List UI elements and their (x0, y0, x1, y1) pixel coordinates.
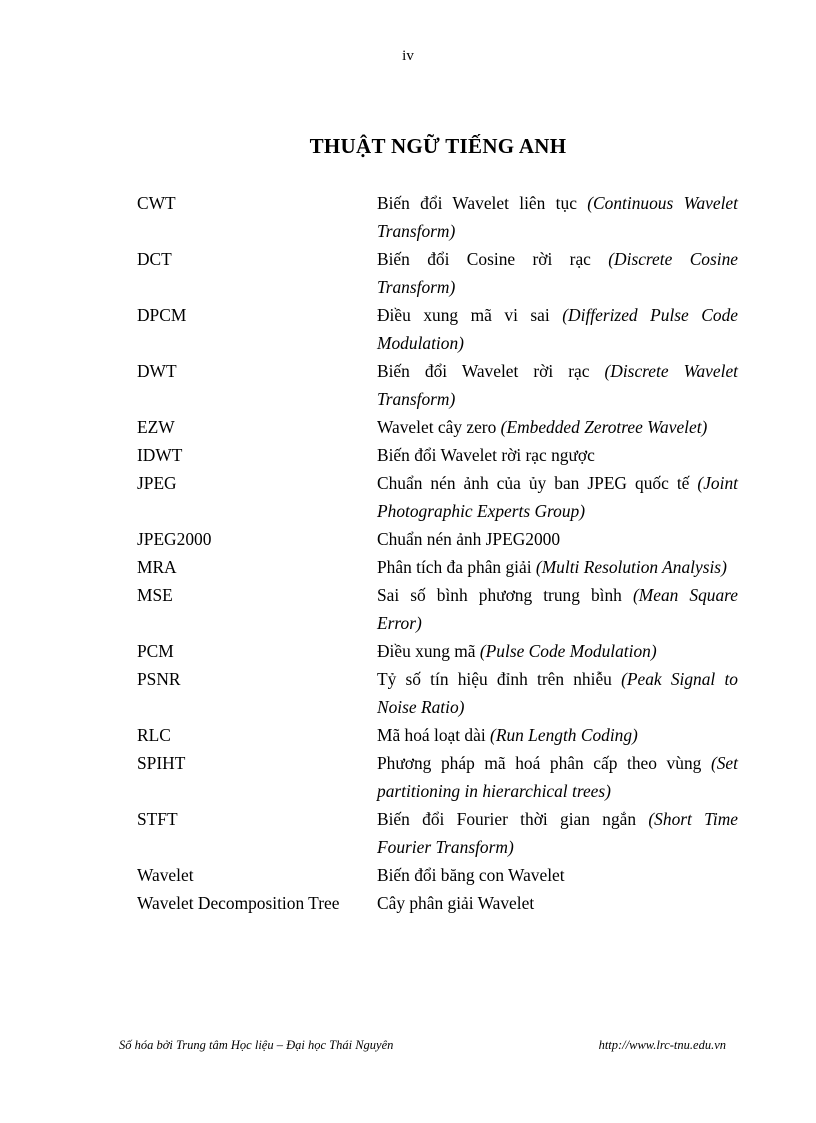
definition-en: (Peak Signal to Noise Ratio) (377, 669, 738, 717)
glossary-term: EZW (137, 417, 175, 437)
glossary-row (137, 749, 738, 805)
definition-en: (Run Length Coding) (490, 725, 638, 745)
glossary-definition (377, 357, 738, 413)
glossary-term: STFT (137, 809, 178, 829)
definition-vi: Biến đổi Wavelet rời rạc ngược (377, 445, 595, 465)
definition-en: (Joint Photographic Experts Group) (377, 473, 738, 521)
glossary-definition (377, 665, 738, 721)
glossary-definition (377, 637, 738, 665)
glossary-row (137, 581, 738, 637)
glossary-definition (377, 189, 738, 245)
glossary-definition (377, 553, 738, 581)
definition-vi: Cây phân giải Wavelet (377, 893, 535, 913)
definition-vi: Phân tích đa phân giải (377, 557, 532, 577)
glossary-term: JPEG2000 (137, 529, 212, 549)
glossary-row (137, 441, 738, 469)
glossary-term: DPCM (137, 305, 187, 325)
definition-en: (Discrete Cosine Transform) (377, 249, 738, 297)
definition-en: (Multi Resolution Analysis) (535, 557, 727, 577)
glossary-term: Wavelet (137, 865, 194, 885)
definition-vi: Tỷ số tín hiệu đỉnh trên nhiễu (377, 669, 612, 689)
definition-vi: Chuẩn nén ảnh JPEG2000 (377, 529, 561, 549)
page-number: iv (402, 48, 414, 64)
glossary-definition (377, 805, 738, 861)
glossary-row (137, 889, 738, 917)
glossary-definition (377, 245, 738, 301)
glossary-row (137, 413, 738, 441)
definition-en: (Differized Pulse Code Modulation) (377, 305, 738, 353)
glossary-row (137, 721, 738, 749)
definition-vi: Mã hoá loạt dài (377, 725, 486, 745)
definition-vi: Biến đổi Wavelet rời rạc (377, 361, 590, 381)
glossary-row (137, 525, 738, 553)
glossary-term: DCT (137, 249, 172, 269)
glossary-definition (377, 441, 738, 469)
definition-vi: Sai số bình phương trung bình (377, 585, 622, 605)
footer-credit: Số hóa bởi Trung tâm Học liệu – Đại học Thái Nguyên (119, 1038, 394, 1052)
glossary-term: DWT (137, 361, 177, 381)
glossary-term: MSE (137, 585, 173, 605)
glossary-row (137, 245, 738, 301)
definition-en: (Continuous Wavelet Transform) (377, 193, 738, 241)
glossary-row (137, 637, 738, 665)
glossary-row (137, 469, 738, 525)
definition-vi: Phương pháp mã hoá phân cấp theo vùng (377, 753, 702, 773)
glossary-definition (377, 525, 738, 553)
glossary-definition (377, 581, 738, 637)
glossary-definition (377, 861, 738, 889)
definition-en: (Pulse Code Modulation) (479, 641, 657, 661)
definition-vi: Chuẩn nén ảnh của ủy ban JPEG quốc tế (377, 473, 690, 493)
glossary-definition (377, 413, 738, 441)
page-title: THUẬT NGỮ TIẾNG ANH (309, 134, 567, 158)
definition-vi: Wavelet cây zero (377, 417, 497, 437)
glossary-term: MRA (137, 557, 177, 577)
glossary-row (137, 189, 738, 245)
glossary-term: Wavelet Decomposition Tree (137, 893, 340, 913)
footer-url: http://www.lrc-tnu.edu.vn (598, 1038, 726, 1052)
definition-vi: Điều xung mã (377, 641, 480, 661)
definition-vi: Điều xung mã vi sai (377, 305, 550, 325)
glossary-list (137, 189, 738, 917)
glossary-term: JPEG (137, 473, 177, 493)
glossary-term: IDWT (137, 445, 183, 465)
glossary-term: CWT (137, 193, 176, 213)
glossary-row (137, 861, 738, 889)
definition-vi: Biến đổi Fourier thời gian ngắn (377, 809, 637, 829)
definition-en: (Discrete Wavelet Transform) (377, 361, 738, 409)
glossary-definition (377, 721, 738, 749)
glossary-term: PCM (137, 641, 174, 661)
definition-en: (Embedded Zerotree Wavelet) (500, 417, 708, 437)
definition-vi: Biến đổi Wavelet liên tục (377, 193, 577, 213)
glossary-definition (377, 889, 738, 917)
definition-en: (Short Time Fourier Transform) (377, 809, 738, 857)
glossary-row (137, 301, 738, 357)
glossary-definition (377, 301, 738, 357)
glossary-term: SPIHT (137, 753, 186, 773)
glossary-row (137, 357, 738, 413)
glossary-row (137, 805, 738, 861)
glossary-row (137, 665, 738, 721)
glossary-term: RLC (137, 725, 171, 745)
definition-vi: Biến đổi Cosine rời rạc (377, 249, 591, 269)
definition-vi: Biến đổi băng con Wavelet (377, 865, 565, 885)
glossary-definition (377, 749, 738, 805)
glossary-row (137, 553, 738, 581)
glossary-term: PSNR (137, 669, 181, 689)
definition-en: (Set partitioning in hierarchical trees) (377, 753, 738, 801)
glossary-definition (377, 469, 738, 525)
definition-en: (Mean Square Error) (377, 585, 739, 633)
